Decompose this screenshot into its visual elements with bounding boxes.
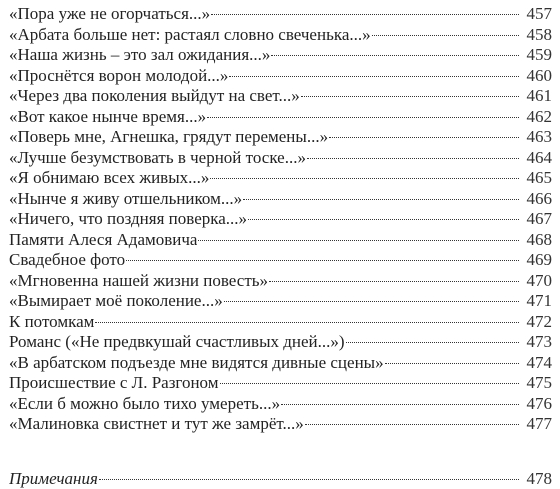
- toc-entry-title: «Ничего, что поздняя поверка...»: [9, 209, 247, 230]
- toc-entry-title: «Через два поколения выйдут на свет...»: [9, 86, 300, 107]
- toc-entry: [9, 373, 552, 394]
- toc-entry-page: 470: [522, 271, 552, 292]
- toc-entry-title: «В арбатском подъезде мне видятся дивные сцены»: [9, 353, 384, 374]
- toc-entry-page: 477: [522, 414, 552, 435]
- toc-entry-page: 463: [522, 127, 552, 148]
- toc-entry-page: 467: [522, 209, 552, 230]
- toc-entry-title: «Нынче я живу отшельником...»: [9, 189, 242, 210]
- dot-leader: [307, 158, 519, 159]
- toc-entry-title: «Вот какое нынче время...»: [9, 107, 206, 128]
- toc-entry: [9, 291, 552, 312]
- toc-entry-title: «Проснётся ворон молодой...»: [9, 66, 228, 87]
- toc-entry-page: 474: [522, 353, 552, 374]
- toc-entry-title: К потомкам: [9, 312, 94, 333]
- toc-entry-page: 457: [522, 4, 552, 25]
- dot-leader: [229, 76, 519, 77]
- dot-leader: [329, 137, 519, 138]
- dot-leader: [198, 240, 519, 241]
- toc-entry-page: 459: [522, 45, 552, 66]
- toc-entry-title: «Поверь мне, Агнешка, грядут перемены...»: [9, 127, 328, 148]
- dot-leader: [301, 96, 519, 97]
- dot-leader: [126, 260, 519, 261]
- toc-entry-page: 472: [522, 312, 552, 333]
- toc-entry-title: «Если б можно было тихо умереть...»: [9, 394, 280, 415]
- toc-entry-title: «Пора уже не огорчаться...»: [9, 4, 210, 25]
- toc-entry-page: 475: [522, 373, 552, 394]
- toc-entry-page: 476: [522, 394, 552, 415]
- toc-entry: [9, 250, 552, 271]
- toc-entry: [9, 86, 552, 107]
- dot-leader: [269, 281, 519, 282]
- toc-entry-page: 461: [522, 86, 552, 107]
- dot-leader: [220, 383, 520, 384]
- toc-entry: [9, 394, 552, 415]
- toc-entry: [9, 353, 552, 374]
- toc-entry: [9, 25, 552, 46]
- toc-entry-notes: [9, 469, 552, 489]
- toc-entry-title: «Наша жизнь – это зал ожидания...»: [9, 45, 270, 66]
- section-gap: [9, 435, 552, 469]
- toc-entry-title: «Лучше безумствовать в черной тоске...»: [9, 148, 306, 169]
- dot-leader: [210, 178, 519, 179]
- dot-leader: [95, 322, 519, 323]
- toc-entry-page: 465: [522, 168, 552, 189]
- toc-entry-title: Свадебное фото: [9, 250, 125, 271]
- toc-entry: [9, 209, 552, 230]
- dot-leader: [248, 219, 519, 220]
- toc-entry-page: 460: [522, 66, 552, 87]
- dot-leader: [243, 199, 519, 200]
- toc-entry: [9, 107, 552, 128]
- dot-leader: [211, 14, 519, 15]
- toc-entry-title: «Малиновка свистнет и тут же замрёт...»: [9, 414, 304, 435]
- toc-notes-page: 478: [522, 469, 552, 489]
- dot-leader: [372, 35, 519, 36]
- toc-entry-page: 464: [522, 148, 552, 169]
- toc-entry-title: Памяти Алеся Адамовича: [9, 230, 197, 251]
- toc-entry-page: 466: [522, 189, 552, 210]
- toc-entry-title: «Арбата больше нет: растаял словно свеченька...»: [9, 25, 371, 46]
- toc-entry: [9, 45, 552, 66]
- toc-entry: [9, 189, 552, 210]
- toc-notes-title: Примечания: [9, 469, 98, 489]
- toc-entry: [9, 332, 552, 353]
- toc-entry: [9, 127, 552, 148]
- toc-entry-page: 469: [522, 250, 552, 271]
- toc-entry: [9, 148, 552, 169]
- toc-entry: [9, 312, 552, 333]
- toc-entry-page: 471: [522, 291, 552, 312]
- dot-leader: [224, 301, 519, 302]
- toc-entry: [9, 66, 552, 87]
- toc-entry: [9, 168, 552, 189]
- dot-leader: [385, 363, 519, 364]
- toc-entry-title: Происшествие с Л. Разгоном: [9, 373, 219, 394]
- dot-leader: [271, 55, 519, 56]
- toc-entry-title: «Мгновенна нашей жизни повесть»: [9, 271, 268, 292]
- dot-leader: [305, 424, 519, 425]
- toc-entry-page: 468: [522, 230, 552, 251]
- table-of-contents: [9, 4, 552, 489]
- dot-leader: [207, 117, 519, 118]
- toc-entry: [9, 414, 552, 435]
- toc-entry-page: 462: [522, 107, 552, 128]
- dot-leader: [99, 479, 519, 480]
- toc-entry: [9, 271, 552, 292]
- toc-entry-page: 458: [522, 25, 552, 46]
- toc-entry-page: 473: [522, 332, 552, 353]
- toc-entry: [9, 4, 552, 25]
- dot-leader: [281, 404, 519, 405]
- toc-entry-title: «Я обнимаю всех живых...»: [9, 168, 209, 189]
- toc-entry: [9, 230, 552, 251]
- dot-leader: [346, 342, 519, 343]
- toc-entry-title: Романс («Не предвкушай счастливых дней...»): [9, 332, 345, 353]
- toc-entry-title: «Вымирает моё поколение...»: [9, 291, 223, 312]
